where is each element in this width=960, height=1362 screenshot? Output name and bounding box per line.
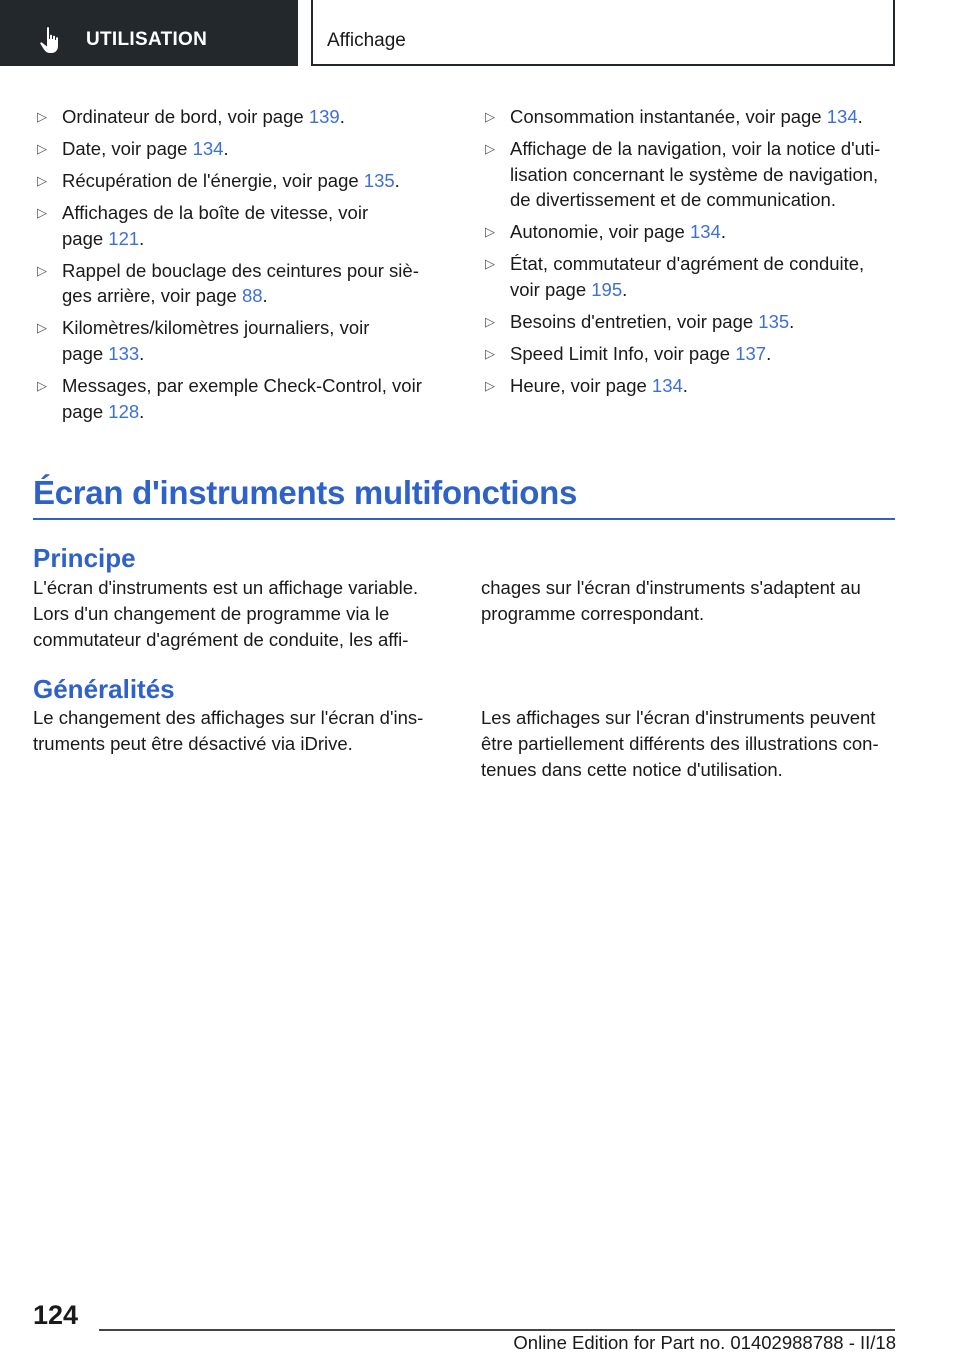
page-reference-link[interactable]: 134 — [192, 138, 224, 160]
list-item-punctuation: . — [339, 106, 345, 127]
triangle-bullet-icon: ▷ — [37, 141, 47, 157]
page-reference-link[interactable]: 135 — [363, 170, 395, 192]
triangle-bullet-icon: ▷ — [37, 320, 47, 336]
triangle-bullet-icon: ▷ — [37, 205, 47, 221]
page-reference-link[interactable]: 134 — [826, 106, 858, 127]
chapter-box — [311, 0, 895, 66]
list-item-text: Kilomètres/kilomètres journaliers, voir page — [62, 317, 370, 364]
list-item-text: Messages, par exemple Check-Control, voir page — [62, 375, 422, 422]
triangle-bullet-icon: ▷ — [485, 313, 495, 329]
triangle-bullet-icon: ▷ — [485, 345, 495, 361]
principe-text-left: L'écran d'instruments est un affichage variable. Lors d'un changement de programme via le commutateur d'agrément de conduite, les affi- — [33, 577, 419, 650]
list-item-punctuation: . — [720, 221, 726, 243]
list-item-punctuation: . — [857, 106, 863, 127]
list-item — [481, 104, 896, 130]
page-reference-link[interactable]: 121 — [108, 227, 140, 249]
list-item-punctuation: . — [139, 400, 145, 422]
page-reference-link[interactable]: 135 — [758, 310, 790, 332]
triangle-bullet-icon: ▷ — [37, 109, 47, 124]
list-item-punctuation: . — [622, 278, 628, 300]
section-divider — [33, 518, 895, 520]
list-item-text: Speed Limit Info, voir page — [510, 342, 736, 364]
list-item-text: Rappel de bouclage des ceintures pour siè- ges arrière, voir page — [62, 259, 419, 307]
list-item-text: Autonomie, voir page — [510, 221, 690, 243]
list-item-punctuation: . — [139, 342, 145, 364]
list-item — [481, 309, 896, 335]
list-item — [33, 136, 438, 162]
list-item — [481, 251, 896, 302]
triangle-bullet-icon: ▷ — [485, 141, 495, 157]
left-bullet-column — [33, 104, 438, 431]
list-item-punctuation: . — [682, 375, 688, 397]
page-reference-link[interactable]: 88 — [241, 285, 263, 307]
hand-pointer-icon — [38, 26, 64, 54]
section-name: UTILISATION — [86, 29, 208, 50]
list-item-punctuation: . — [262, 285, 268, 307]
principe-text-right: chages sur l'écran d'instruments s'adaptent au programme correspondant. — [481, 577, 861, 624]
triangle-bullet-icon: ▷ — [485, 109, 495, 124]
section-heading: Écran d'instruments multifonctions — [33, 474, 578, 511]
list-item-text: Affichage de la navigation, voir la notice d'uti- lisation concernant le système de navigation, de divertissement et de communication. — [510, 138, 881, 211]
edition-text: Online Edition for Part no. 01402988788 - II/18 — [513, 1332, 896, 1353]
list-item — [33, 168, 438, 194]
list-item-text: Date, voir page — [62, 138, 193, 160]
list-item-text: Heure, voir page — [510, 375, 652, 397]
list-item — [33, 104, 438, 130]
list-item-text: Affichages de la boîte de vitesse, voir page — [62, 202, 369, 249]
page-reference-link[interactable]: 195 — [591, 278, 623, 300]
list-item-text: Besoins d'entretien, voir page — [510, 310, 759, 332]
right-bullet-list — [481, 104, 896, 399]
triangle-bullet-icon: ▷ — [485, 378, 495, 394]
page-reference-link[interactable]: 139 — [308, 106, 340, 127]
footer-divider — [99, 1329, 895, 1331]
triangle-bullet-icon: ▷ — [485, 256, 495, 272]
list-item-text: Récupération de l'énergie, voir page — [62, 170, 364, 192]
list-item — [33, 373, 438, 424]
list-item-punctuation: . — [139, 227, 145, 249]
triangle-bullet-icon: ▷ — [37, 262, 47, 278]
list-item-text: Ordinateur de bord, voir page — [62, 106, 309, 127]
page-header — [0, 0, 960, 66]
list-item-punctuation: . — [766, 342, 772, 364]
list-item-punctuation: . — [223, 138, 229, 160]
list-item — [481, 136, 896, 213]
list-item — [33, 315, 438, 366]
triangle-bullet-icon: ▷ — [37, 173, 47, 189]
list-item — [33, 200, 438, 251]
chapter-title: Affichage — [327, 30, 406, 51]
generalites-text-right: Les affichages sur l'écran d'instruments peuvent être partiellement différents des illustrations con- tenues dans cette notice d'utilisation. — [481, 707, 879, 780]
triangle-bullet-icon: ▷ — [37, 378, 47, 394]
list-item-punctuation: . — [789, 310, 795, 332]
principe-heading: Principe — [33, 543, 136, 573]
list-item — [481, 373, 896, 399]
right-bullet-column — [481, 104, 896, 405]
page-reference-link[interactable]: 128 — [108, 400, 140, 422]
triangle-bullet-icon: ▷ — [485, 224, 495, 240]
page-reference-link[interactable]: 137 — [735, 342, 767, 364]
list-item — [481, 219, 896, 245]
page-reference-link[interactable]: 134 — [689, 221, 721, 243]
left-bullet-list — [33, 104, 438, 424]
page-reference-link[interactable]: 133 — [108, 342, 140, 364]
list-item — [33, 258, 438, 309]
section-tab — [0, 0, 298, 66]
list-item-text: État, commutateur d'agrément de conduite, voir page — [510, 253, 865, 300]
list-item-punctuation: . — [394, 170, 400, 192]
list-item-text: Consommation instantanée, voir page — [510, 106, 827, 127]
page-reference-link[interactable]: 134 — [651, 375, 683, 397]
generalites-text-left: Le changement des affichages sur l'écran d'ins- truments peut être désactivé via iDrive. — [33, 707, 424, 754]
list-item — [481, 341, 896, 367]
page-number: 124 — [33, 1300, 79, 1330]
generalites-heading: Généralités — [33, 674, 175, 704]
